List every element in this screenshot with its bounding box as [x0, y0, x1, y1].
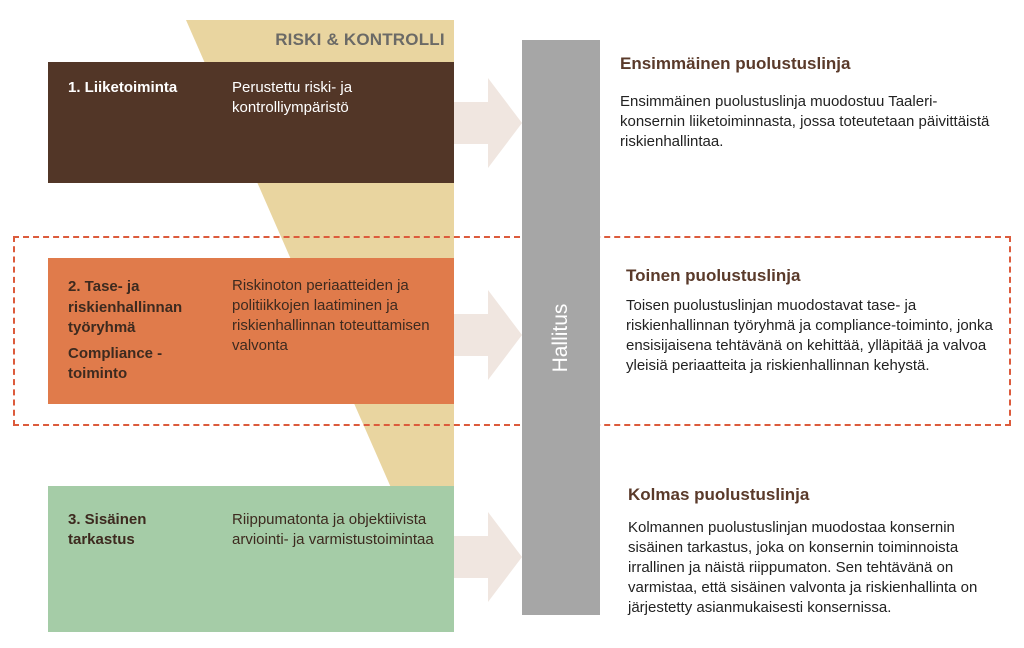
line-box-description: Perustettu riski- ja kontrolliympäristö	[232, 79, 353, 116]
line-box-heading: 1. Liiketoiminta	[68, 79, 178, 96]
line-box-internal-audit	[48, 486, 454, 632]
arrow-right-icon	[454, 290, 524, 380]
arrow-right-icon	[454, 78, 524, 168]
third-line-text: Kolmannen puolustuslinjan muodostaa konsernin sisäinen tarkastus, joka on konsernin toiminnoista irrallinen ja näistä riippumaton. Sen tehtävänä on varmistaa, että sisäinen valvonta ja riskienhallinta on järjestetty asianmukaisesti konsernissa.	[628, 519, 978, 616]
first-line-title: Ensimmäinen puolustuslinja	[620, 54, 851, 73]
line-box-description: Riippumatonta ja objektiivista arviointi- ja varmistustoimintaa	[232, 511, 434, 548]
second-line-title: Toinen puolustuslinja	[626, 266, 801, 285]
line-box-description: Riskinoton periaatteiden ja politiikkojen laatiminen ja riskienhallinnan toteuttamisen valvonta	[232, 277, 430, 354]
second-line-text: Toisen puolustuslinjan muodostavat tase- ja riskienhallinnan työryhmä ja compliance-toiminto, jonka ensisijaisena tehtävänä on kehittää, ylläpitää ja valvoa yleisiä periaatteita ja riskienhallinnan kehystä.	[626, 297, 993, 374]
line-box-risk-compliance	[48, 258, 454, 404]
line-box-heading: 3. Sisäinen tarkastus	[68, 511, 147, 548]
funnel-title: RISKI & KONTROLLI	[275, 30, 445, 49]
first-line-text: Ensimmäinen puolustuslinja muodostuu Taaleri-konsernin liiketoiminnasta, jossa toteutetaan päivittäistä riskienhallintaa.	[620, 93, 990, 150]
third-line-title: Kolmas puolustuslinja	[628, 485, 810, 504]
line-box-heading	[68, 277, 208, 385]
arrow-right-icon	[454, 512, 524, 602]
line-box-business	[48, 62, 454, 183]
line-box-heading-sub: Compliance -toiminto	[68, 344, 163, 382]
board-label: Hallitus	[549, 303, 572, 373]
line-box-heading-main: 2. Tase- ja riskienhallinnan työryhmä	[68, 278, 183, 336]
